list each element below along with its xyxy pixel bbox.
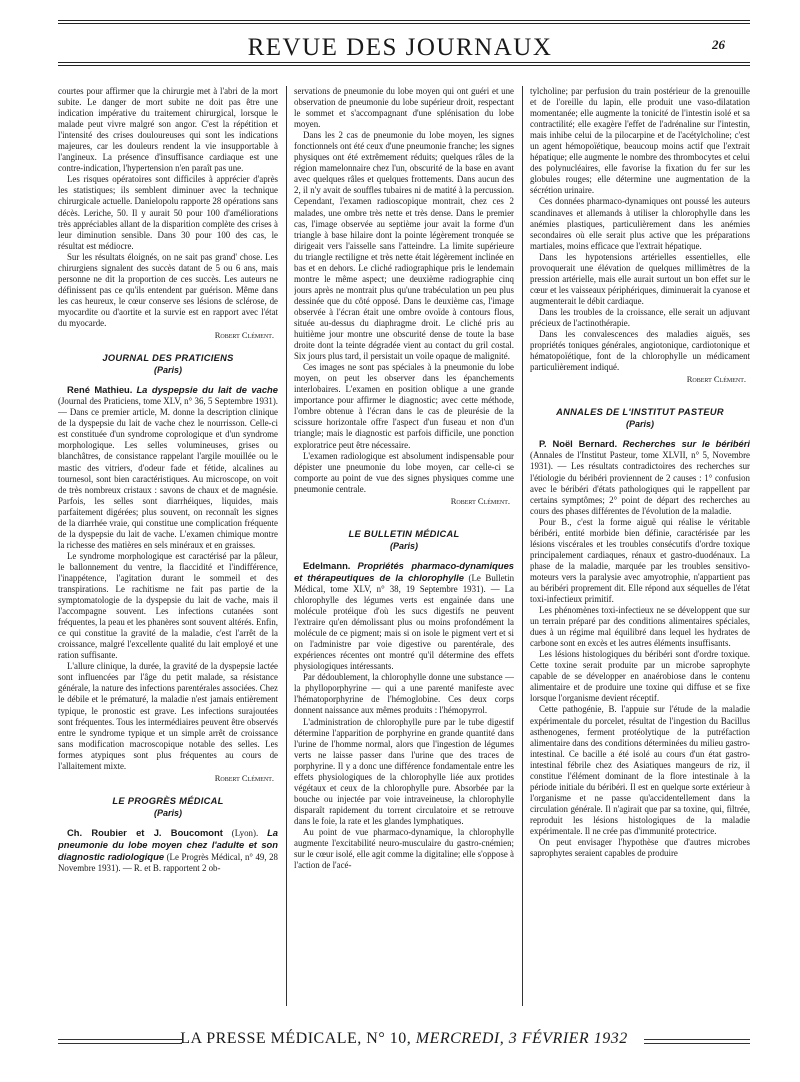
page-title: REVUE DES JOURNAUX (247, 34, 553, 61)
paragraph: L'allure clinique, la durée, la gravité de la dyspepsie lactée sont influencées par l'âge du petit malade, sa résistance générale, la nature des infections parentérales associées. Chez le débile et le prématuré, la maladie n'est jamais entièrement typique, le pronostic est grave. Les infections surajoutées sont fréquentes. Tous les intermédiaires peuvent être observés entre le syndrome typique et un simple arrêt de croissance sans modification macroscopique notable des selles. Les formes atypiques sont plus fréquentes au cours de l'allaitement mixte. (58, 661, 278, 771)
paragraph: Au point de vue pharmaco-dynamique, la chlorophylle augmente l'excitabilité neuro-musculaire du gastro-cnémien; sur le cœur isolé, elle agit comme la digitaline; elle s'oppose à l'action de l'acé- (294, 827, 514, 871)
paragraph: tylcholine; par perfusion du train postérieur de la grenouille et de l'oreille du lapin, elle produit une vaso-dilatation momentanée; elle augmente la tonicité de l'intestin isolé et sa contractilité; elle exagère l'effet de l'adrénaline sur l'intestin, mais inhibe celui de la pilocarpine et de l'acétylcholine; c'est un agent hémopoïétique, beaucoup moins actif que l'extrait hépatique; elle augmente le nombre des thrombocytes et celui des polynucléaires, elle favorise la fixation du fer sur les globules rouges; elle détermine une augmentation de la sécrétion urinaire. (530, 86, 750, 196)
paragraph: servations de pneumonie du lobe moyen qui ont guéri et une observation de pneumonie du lobe supérieur droit, respectant le sommet et s'accompagnant d'une splénisation du lobe moyen. (294, 86, 514, 130)
paragraph: Dans les troubles de la croissance, elle serait un adjuvant précieux de l'actinothérapie. (530, 306, 750, 328)
paragraph: L'administration de chlorophylle pure par le tube digestif détermine l'apparition de porphyrine en grande quantité dans l'urine de l'homme normal, alors que l'ingestion de légumes verts ne laisse passer dans l'urine que des traces de porphyrine. Il y a donc une différence fondamentale entre les effets physiologiques de la chlorophylle liée aux protides végétaux et ceux de la chlorophylle pure. Absorbée par la bouche ou injectée par voie intraveineuse, la chlorophylle disparaît rapidement du torrent circulatoire et se retrouve dans le foie, la rate et les glandes lymphatiques. (294, 716, 514, 826)
paragraph: Ces données pharmaco-dynamiques ont poussé les auteurs scandinaves et allemands à utiliser la chlorophylle dans les anémies plastiques, particulièrement dans les anémies secondaires où elle serait plus active que les préparations martiales, moins efficace que l'extrait hépatique. (530, 196, 750, 251)
paragraph: Dans les convalescences des maladies aiguës, ses propriétés toniques générales, angiotonique, cardiotonique et hématopoïétique, font de la chlorophylle un médicament particulièrement indiqué. (530, 329, 750, 373)
paragraph: Les lésions histologiques du béribéri sont d'ordre toxique. Cette toxine serait produite par un microbe saprophyte capable de se développer en anaérobiose dans le contenu alimentaire et de produire une toxine qui diffuse et se fixe lorsque l'organisme devient réceptif. (530, 649, 750, 704)
section-city: (Paris) (625, 419, 654, 430)
article-lead (294, 560, 514, 672)
article-title: Recherches sur le béribéri (622, 438, 750, 450)
header-top-rule-2 (58, 23, 750, 24)
section-city: (Paris) (153, 807, 182, 818)
article-title: La pneumonie du lobe moyen chez l'adulte et son diagnostic radiologique (58, 826, 278, 863)
article-text: Dans ce premier article, M. donne la description clinique de la dyspepsie du lait de vache chez le nourrisson. Celle-ci est constituée d'un syndrome coprologique et d'un syndrome morphologique. Les selles volumineuses, grises ou blanchâtres, de consistance rappelant l'argile mouillée ou le mastic des vitriers, d'odeur fade et fétide, alcalines au tournesol, sont bien caractéristiques. Au microscope, on voit de très nombreux cristaux : savons de chaux et de magnésie. Parfois, les selles sont diarrhéiques, liquides, mais parfaitement digérées; plus souvent, on reconnaît les signes de la diarrhée vraie, qui constitue une complication fréquente de la dyspepsie du lait de vache. L'examen chimique montre la richesse des matières en sels minéraux et en graisses. (58, 407, 278, 550)
article-columns (58, 86, 750, 1016)
column-2 (294, 86, 514, 1016)
paragraph: On peut envisager l'hypothèse que d'autres microbes saprophytes seraient capables de produire (530, 837, 750, 859)
section-city: (Paris) (389, 540, 418, 551)
header-bottom-rule-2 (58, 65, 750, 66)
article-title: Propriétés pharmaco-dynamiques et thérapeutiques de la chlorophylle (294, 559, 514, 583)
section-heading-progres-medical: LE PROGRÈS MÉDICAL (112, 795, 224, 806)
header-top-rule (58, 20, 750, 21)
paragraph: L'examen radiologique est absolument indispensable pour dépister une pneumonie du lobe moyen, car celle-ci se comporte au point de vue des signes physiques comme une pneumonie centrale. (294, 450, 514, 494)
article-author: P. Noël Bernard. (539, 438, 618, 450)
paragraph: Ces images ne sont pas spéciales à la pneumonie du lobe moyen, on peut les observer dans les épanchements interlobaires. L'examen en position oblique a une grande importance pour affirmer le diagnostic; avec cette méthode, l'ombre obtenue à l'écran dans le cas de pleurésie de la scissure horizontale offre l'aspect d'un fuseau et non d'un triangle; mais le diagnostic est parfois difficile, une ponction exploratrice peut être nécessaire. (294, 362, 514, 450)
page-number: 26 (712, 37, 725, 52)
article-text: La chlorophylle des légumes verts est engainée dans une molécule protéique d'où les sucs digestifs ne peuvent l'extraire qu'en démolissant plus ou moins profondément la molécule de ce pigment; mais si on isole le pigment vert et si on l'administre par voie digestive ou parentérale, des expériences récentes ont montré qu'il détermine des effets physiologiques intéressants. (294, 583, 514, 672)
article-lead (530, 438, 750, 516)
paragraph: Dans les hypotensions artérielles essentielles, elle provoquerait une élévation de quelques millimètres de la pression artérielle, mais elle aurait surtout un bon effet sur le cœur et les vaisseaux périphériques, diminuerait la cyanose et augmenterait le débit cardiaque. (530, 251, 750, 306)
author-signature: Robert Clément. (214, 772, 274, 783)
article-lead (58, 827, 278, 874)
article-author: René Mathieu. (67, 384, 133, 396)
section-heading-bulletin-medical: LE BULLETIN MÉDICAL (348, 528, 460, 539)
footer-text (58, 1030, 750, 1048)
article-author: Ch. Roubier et J. Boucomont (67, 826, 223, 838)
author-signature: Robert Clément. (450, 495, 510, 506)
section-heading-journal-des-praticiens: JOURNAL DES PRATICIENS (102, 353, 234, 364)
footer-journal: LA PRESSE MÉDICALE, (180, 1030, 362, 1047)
section-heading-annales-institut-pasteur: ANNALES DE L'INSTITUT PASTEUR (556, 407, 724, 418)
column-1 (58, 86, 278, 1016)
paragraph: Le syndrome morphologique est caractérisé par la pâleur, le ballonnement du ventre, la flaccidité et l'indifférence, l'inappétence, l'agitation durant le sommeil et des transpirations. Le rachitisme ne fait pas partie de la symptomatologie de la dyspepsie du lait de vache, mais il l'accompagne souvent. Les infections cutanées sont fréquentes, la peau et les phanères sont souvent altérés. Enfin, ce qui constitue la gravité de la maladie, c'est l'arrêt de la croissance, malgré l'excellente qualité du lait employé et une ration suffisante. (58, 550, 278, 661)
article-author: Edelmann. (303, 559, 351, 571)
column-3 (530, 86, 750, 1016)
article-title: La dyspepsie du lait de vache (136, 384, 278, 396)
paragraph: courtes pour affirmer que la chirurgie met à l'abri de la mort subite. Le danger de mort subite ne doit pas être une indication impérative du traitement chirurgical, lorsque le malade peut vivre malgré son angor. C'est la répétition et l'intensité des crises douloureuses qui sont les indications majeures, car les douleurs rendent la vie insupportable à l'angineux. La présence d'insuffisance cardiaque est une contre-indication, l'hypertension n'en paraît pas une. (58, 86, 278, 174)
paragraph: Par dédoublement, la chlorophylle donne une substance — la phylloporphyrine — qui a une parenté manifeste avec l'hématoporphyrine de l'hémoglobine. Ces deux corps donnent naissance aux mêmes produits : l'hémopyrrol. (294, 672, 514, 716)
paragraph: Dans les 2 cas de pneumonie du lobe moyen, les signes fonctionnels ont été ceux d'une pneumonie franche; les signes physiques ont été extrêmement réduits; quelques râles de la région mamelonnaire chez l'un, obscurité de la base en avant avec quelques râles et quelques frottements. Dans aucun des 2, il n'y avait de souffles tubaires ni de matité à la percussion. Cependant, l'examen radioscopique montrait, chez ces 2 malades, une ombre très nette et très dense. Dans le premier cas, l'image observée au septième jour avait la forme d'un triangle à base hilaire dont la pointe légèrement tronquée se dirigeait vers l'aisselle sans l'atteindre. La limite supérieure du triangle rectiligne et très nette était légèrement inclinée en bas et en dehors. Le cliché radiographique pris le lendemain montre le même aspect; une deuxième radiographie cinq jours après ne montrait plus qu'une trabéculation un peu plus dessinée que du côté opposé. Dans le deuxième cas, l'image observée à l'écran était une ombre ovoïde à contours flous, située au-dessus du diaphragme droit. Le cliché pris au huitième jour montre une obscurité dense de toute la base droite dont la teinte dégradée vient au contact du gril costal. Six jours plus tard, il persistait un voile opaque de malignité. (294, 130, 514, 362)
article-reference: (Le Bulletin Médical, tome XLV, n° 38, 19 Septembre 1931). — (294, 572, 514, 594)
paragraph: Les risques opératoires sont difficiles à apprécier d'après les statistiques; ils semblent diminuer avec la technique chirurgicale actuelle. Danielopolu rapporte 28 opérations sans décès. Leriche, 50. Il y aurait 50 pour 100 d'améliorations très appréciables allant de la disparition complète des crises à leur diminution sensible. Dans 30 pour 100 des cas, le résultat est médiocre. (58, 174, 278, 251)
article-author-city: (Lyon). (222, 827, 268, 838)
section-city: (Paris) (153, 365, 182, 376)
author-signature: Robert Clément. (214, 330, 274, 341)
footer-issue: N° 10, (366, 1030, 412, 1047)
paragraph: Cette pathogénie, B. l'appuie sur l'étude de la maladie expérimentale du porcelet, résultat de l'ingestion du Bacillus asthenogenes, ferment protéolytique de la putréfaction alimentaire dans des conditions déterminées du milieu gastro-intestinal. Ce bacille a été isolé au cours d'un état gastro-intestinal fébrile chez des Asiatiques mangeurs de riz, il constitue l'élément dominant de la flore intestinale à la période initiale du béribéri. Il est en quelque sorte extérieur à l'organisme et ne passe qu'accidentellement dans la circulation générale. Il n'agirait que par sa toxine, qui, filtrée, reproduit les lésions histologiques de la maladie expérimentale. Il ne crée pas d'immunité protectrice. (530, 704, 750, 836)
article-reference: (Le Progrès Médical, n° 49, 28 Novembre 1931). — R. et B. rapportent 2 ob- (58, 852, 278, 874)
article-text: Les résultats contradictoires des recherches sur l'étiologie du béribéri proviennent de 2 causes : 1° confusion avec le béribéri d'états pathologiques qui le rappellent par certains symptômes; 2° point de départ des recherches au cours des phases différentes de l'évolution de la maladie. (530, 461, 750, 516)
paragraph: Pour B., c'est la forme aiguë qui réalise le véritable béribéri, entité morbide bien définie, caractérisée par les lésions viscérales et les troubles consécutifs d'ordre toxique principalement cardiaques, rénaux et gastro-duodénaux. La phase de la maladie, marquée par les troubles sensitivo-moteurs vers la paralysie avec amyotrophie, n'appartient pas au béribéri proprement dit. Elle répond aux séquelles de l'état toxi-infectieux primitif. (530, 516, 750, 605)
header-bottom-rule (58, 62, 750, 63)
author-signature: Robert Clément. (686, 374, 746, 385)
paragraph: Sur les résultats éloignés, on ne sait pas grand' chose. Les chirurgiens signalent des succès datant de 5 ou 6 ans, mais personne ne dit la proportion de ces succès. Les auteurs ne définissent pas ce qu'ils entendent par guérison. Même dans les cas heureux, le cœur conserve ses lésions de sclérose, de myocardite ou d'aortite et la survie est en rapport avec l'état du myocarde. (58, 251, 278, 328)
page-footer (58, 1029, 750, 1051)
article-lead (58, 384, 278, 551)
paragraph: Les phénomènes toxi-infectieux ne se développent que sur un terrain préparé par des conditions alimentaires spéciales, dues à un régime mal équilibré dans lequel les hydrates de carbone sont en excès et les autres éléments insuffisants. (530, 605, 750, 649)
article-reference: (Annales de l'Institut Pasteur, tome XLVII, n° 5, Novembre 1931). — (530, 450, 750, 472)
article-reference: (Journal des Praticiens, tome XLV, n° 36, 5 Septembre 1931). — (58, 396, 278, 418)
footer-date: MERCREDI, 3 FÉVRIER 1932 (415, 1030, 628, 1047)
